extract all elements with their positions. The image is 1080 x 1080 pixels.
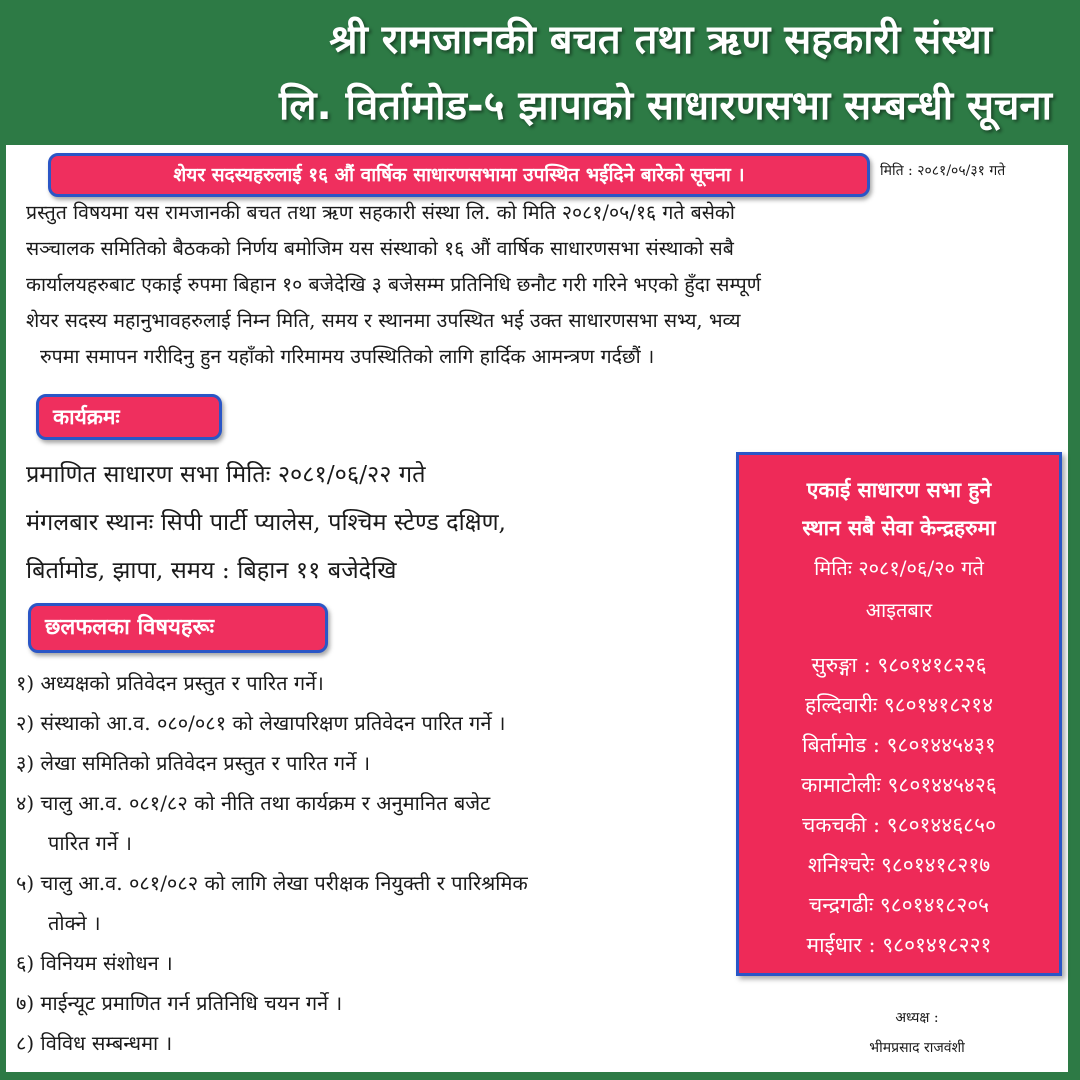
unit-meeting-box bbox=[736, 452, 1062, 976]
header-title-line2: लि. विर्तामोड-५ झापाको साधारणसभा सम्बन्धी सूचना bbox=[279, 83, 1052, 129]
contact-item: शनिश्चरेः ९८०१४१८२१७ bbox=[807, 853, 991, 877]
program-details bbox=[26, 450, 726, 594]
agenda-item: ३) लेखा समितिको प्रतिवेदन प्रस्तुत र पारित गर्ने । bbox=[16, 751, 371, 775]
contact-list bbox=[739, 645, 1059, 965]
notice-date: मिति : २०८१/०५/३१ गते bbox=[880, 163, 1006, 179]
agenda-item: ४) चालु आ.व. ०८१/८२ को नीति तथा कार्यक्रम र अनुमानित बजेट bbox=[16, 791, 491, 815]
agenda-list bbox=[16, 663, 736, 1063]
contact-item: चन्द्रगढीः ९८०१४१८२०५ bbox=[808, 893, 990, 917]
contact-item: सुरुङ्गा : ९८०१४१८२२६ bbox=[811, 653, 987, 677]
header-banner bbox=[0, 0, 1080, 145]
subject-banner: शेयर सदस्यहरुलाई १६ औं वार्षिक साधारणसभामा उपस्थित भईदिने बारेको सूचना । bbox=[48, 153, 870, 197]
paragraph-line: सञ्चालक समितिको बैठकको निर्णय बमोजिम यस संस्थाको १६ औं वार्षिक साधारणसभा संस्थाको सबै bbox=[26, 237, 734, 260]
agenda-item: ६) विनियम संशोधन । bbox=[16, 951, 173, 975]
notice-panel bbox=[6, 145, 1068, 1072]
signature-name: भीमप्रसाद राजवंशी bbox=[869, 1040, 965, 1056]
paragraph-line: कार्यालयहरुबाट एकाई रुपमा बिहान १० बजेदेखि ३ बजेसम्म प्रतिनिधि छनौट गरी गरिने भएको हुँदा सम्पूर्ण bbox=[26, 273, 761, 296]
contact-item: बिर्तामोड : ९८०१४४५४३१ bbox=[802, 733, 996, 757]
paragraph-line: प्रस्तुत विषयमा यस रामजानकी बचत तथा ऋण सहकारी संस्था लि. को मिति २०८१/०५/१६ गते बसेको bbox=[26, 201, 735, 224]
program-line: प्रमाणित साधारण सभा मितिः २०८१/०६/२२ गते bbox=[26, 460, 426, 488]
contact-item: हल्दिवारीः ९८०१४१८२१४ bbox=[804, 693, 994, 717]
signature-title: अध्यक्ष : bbox=[895, 1010, 939, 1026]
unit-meeting-day: आइतबार bbox=[865, 598, 933, 622]
unit-meeting-title-line1: एकाई साधारण सभा हुने bbox=[806, 478, 992, 502]
agenda-item: २) संस्थाको आ.व. ०८०/०८१ को लेखापरिक्षण प्रतिवेदन पारित गर्ने । bbox=[16, 711, 506, 735]
agenda-item: ८) विविध सम्बन्धमा । bbox=[16, 1031, 173, 1055]
program-heading: कार्यक्रमः bbox=[36, 394, 222, 440]
unit-meeting-title bbox=[739, 471, 1059, 547]
unit-meeting-title-line2: स्थान सबै सेवा केन्द्रहरुमा bbox=[802, 516, 996, 540]
header-title-line1: श्री रामजानकी बचत तथा ऋण सहकारी संस्था bbox=[329, 17, 992, 63]
agenda-item: ७) माईन्यूट प्रमाणित गर्न प्रतिनिधि चयन गर्ने । bbox=[16, 991, 343, 1015]
contact-item: कामाटोलीः ९८०१४४५४२६ bbox=[801, 773, 997, 797]
agenda-item: १) अध्यक्षको प्रतिवेदन प्रस्तुत र पारित गर्ने। bbox=[16, 671, 324, 695]
contact-item: माईधार : ९८०१४१८२२१ bbox=[806, 933, 992, 957]
program-line: मंगलबार स्थानः सिपी पार्टी प्यालेस, पश्चिम स्टेण्ड दक्षिण, bbox=[26, 508, 507, 536]
program-line: बिर्तामोड, झापा, समय : बिहान ११ बजेदेखि bbox=[26, 556, 397, 584]
agenda-item-continuation: पारित गर्ने । bbox=[48, 831, 132, 855]
agenda-item: ५) चालु आ.व. ०८१/०८२ को लागि लेखा परीक्षक नियुक्ती र पारिश्रमिक bbox=[16, 871, 528, 895]
agenda-item-continuation: तोक्ने । bbox=[48, 911, 101, 935]
signature-block bbox=[842, 1003, 992, 1063]
intro-paragraph bbox=[26, 195, 1066, 375]
unit-meeting-date: मितिः २०८१/०६/२० गते bbox=[814, 556, 984, 580]
paragraph-line: रुपमा समापन गरीदिनु हुन यहाँको गरिमामय उपस्थितिको लागि हार्दिक आमन्त्रण गर्दछौं । bbox=[40, 345, 655, 368]
paragraph-line: शेयर सदस्य महानुभावहरुलाई निम्न मिति, समय र स्थानमा उपस्थित भई उक्त साधारणसभा सभ्य, भव्य bbox=[26, 309, 741, 332]
contact-item: चकचकी : ९८०१४४६८५० bbox=[802, 813, 996, 837]
agenda-heading: छलफलका विषयहरूः bbox=[28, 603, 328, 653]
